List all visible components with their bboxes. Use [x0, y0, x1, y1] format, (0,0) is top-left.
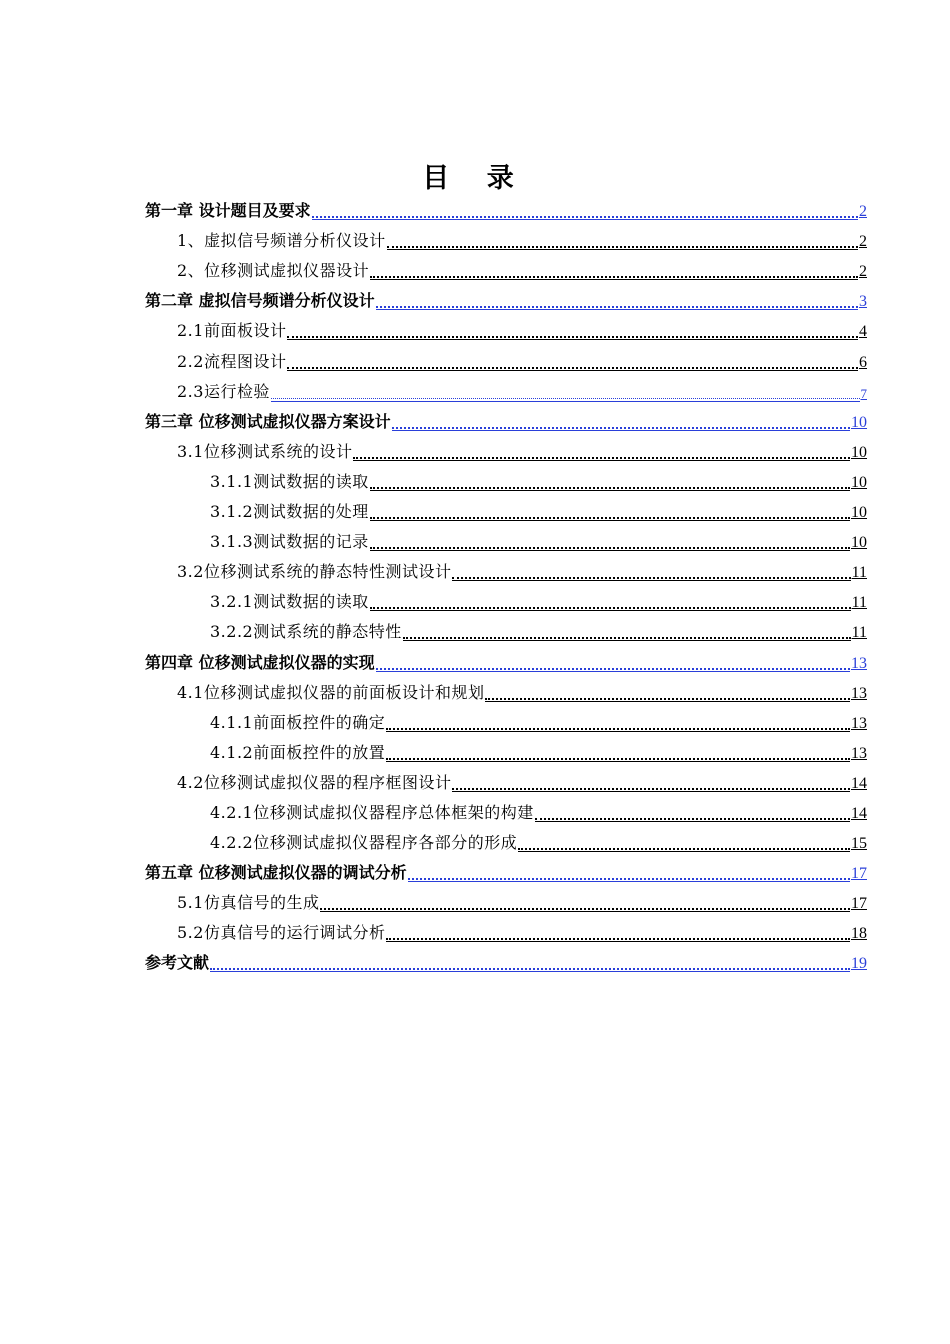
toc-leader	[392, 426, 850, 429]
toc-entry-title: 4.2.1位移测试虚拟仪器程序总体框架的构建	[210, 802, 534, 822]
toc-page-number: 17	[851, 865, 867, 883]
toc-entry-title: 3.2位移测试系统的静态特性测试设计	[177, 562, 452, 582]
toc-leader	[312, 215, 858, 218]
toc-entry-3-1[interactable]	[145, 437, 867, 467]
toc-leader	[408, 877, 850, 880]
toc-leader	[386, 757, 850, 760]
toc-entry-title: 5.2仿真信号的运行调试分析	[177, 923, 386, 943]
toc-page-number: 3	[859, 293, 867, 311]
toc-entry-title: 第三章 位移测试虚拟仪器方案设计	[145, 411, 391, 431]
toc-leader	[518, 847, 850, 850]
toc-leader	[387, 245, 858, 248]
toc-leader	[210, 967, 850, 970]
toc-page-number: 10	[851, 413, 867, 431]
toc-entry-2[interactable]	[145, 256, 867, 286]
toc-leader	[386, 727, 850, 730]
toc-entry-4-1-2[interactable]	[145, 738, 867, 768]
toc-entry-title: 4.1位移测试虚拟仪器的前面板设计和规划	[177, 682, 485, 702]
toc-entry-4-1[interactable]	[145, 678, 867, 708]
toc-page-number: 10	[851, 443, 867, 461]
toc-entry-title: 3.1.2测试数据的处理	[210, 502, 369, 522]
toc-entry-title: 参考文献	[145, 953, 210, 973]
toc-leader	[287, 335, 858, 338]
toc-entry-title: 第五章 位移测试虚拟仪器的调试分析	[145, 863, 407, 883]
toc-entry-title: 1、虚拟信号频谱分析仪设计	[177, 231, 386, 251]
toc-entry-title: 3.1.1测试数据的读取	[210, 471, 369, 491]
toc-entry-3-2-2[interactable]	[145, 617, 867, 647]
toc-leader	[452, 576, 850, 579]
table-of-contents	[145, 196, 867, 978]
toc-entry-3-2-1[interactable]	[145, 587, 867, 617]
toc-page-number: 14	[851, 804, 867, 822]
toc-entry-4-1-1[interactable]	[145, 708, 867, 738]
toc-page-number: 10	[851, 534, 867, 552]
toc-page-number: 13	[851, 654, 867, 672]
toc-entry-4-2[interactable]	[145, 768, 867, 798]
toc-entry-chapter-2[interactable]	[145, 286, 867, 316]
toc-leader	[353, 456, 850, 459]
toc-entry-title: 3.2.1测试数据的读取	[210, 592, 369, 612]
toc-entry-3-1-1[interactable]	[145, 467, 867, 497]
toc-leader	[376, 667, 850, 670]
toc-page-number: 2	[859, 233, 867, 251]
toc-leader	[370, 486, 850, 489]
toc-entry-2-2[interactable]	[145, 346, 867, 376]
toc-page-number: 15	[851, 835, 867, 853]
toc-entry-2-3[interactable]	[145, 377, 867, 407]
page-title: 目 录	[422, 163, 528, 194]
toc-entry-4-2-1[interactable]	[145, 798, 867, 828]
toc-leader	[370, 275, 858, 278]
toc-entry-title: 3.1.3测试数据的记录	[210, 532, 369, 552]
toc-page-number: 2	[859, 203, 867, 221]
toc-leader	[271, 397, 860, 399]
toc-leader	[535, 817, 850, 820]
toc-entry-5-1[interactable]	[145, 888, 867, 918]
toc-entry-title: 4.2位移测试虚拟仪器的程序框图设计	[177, 772, 452, 792]
toc-entry-title: 第一章 设计题目及要求	[145, 201, 311, 221]
toc-page-number: 4	[859, 323, 867, 341]
toc-page-number: 7	[860, 385, 867, 401]
toc-entry-title: 4.2.2位移测试虚拟仪器程序各部分的形成	[210, 833, 518, 853]
toc-page-number: 10	[851, 473, 867, 491]
toc-entry-3-2[interactable]	[145, 557, 867, 587]
toc-leader	[403, 636, 851, 639]
toc-entry-references[interactable]	[145, 948, 867, 978]
toc-leader	[370, 606, 851, 609]
toc-entry-title: 5.1仿真信号的生成	[177, 893, 320, 913]
toc-leader	[386, 937, 850, 940]
toc-entry-3-1-2[interactable]	[145, 497, 867, 527]
toc-leader	[370, 516, 850, 519]
toc-page-number: 14	[851, 774, 867, 792]
toc-page-number: 2	[859, 263, 867, 281]
toc-page-number: 13	[851, 744, 867, 762]
toc-entry-3-1-3[interactable]	[145, 527, 867, 557]
toc-entry-chapter-4[interactable]	[145, 647, 867, 677]
toc-page-number: 17	[851, 895, 867, 913]
toc-entry-chapter-5[interactable]	[145, 858, 867, 888]
toc-entry-2-1[interactable]	[145, 316, 867, 346]
toc-entry-title: 2.1前面板设计	[177, 321, 287, 341]
toc-leader	[376, 305, 858, 308]
toc-leader	[320, 907, 850, 910]
toc-entry-1[interactable]	[145, 226, 867, 256]
toc-page-number: 11	[851, 564, 867, 582]
toc-page-number: 10	[851, 504, 867, 522]
toc-entry-title: 3.1位移测试系统的设计	[177, 441, 353, 461]
toc-entry-title: 4.1.1前面板控件的确定	[210, 712, 386, 732]
toc-entry-title: 2.2流程图设计	[177, 351, 287, 371]
toc-entry-title: 4.1.2前面板控件的放置	[210, 742, 386, 762]
toc-page-number: 13	[851, 684, 867, 702]
toc-page-number: 11	[851, 594, 867, 612]
toc-page-number: 13	[851, 714, 867, 732]
toc-entry-title: 2、位移测试虚拟仪器设计	[177, 261, 370, 281]
toc-page-number: 18	[851, 925, 867, 943]
toc-page-number: 11	[851, 624, 867, 642]
toc-leader	[287, 366, 858, 369]
toc-entry-5-2[interactable]	[145, 918, 867, 948]
toc-leader	[485, 697, 850, 700]
toc-entry-title: 第二章 虚拟信号频谱分析仪设计	[145, 291, 375, 311]
toc-entry-chapter-3[interactable]	[145, 407, 867, 437]
toc-entry-title: 3.2.2测试系统的静态特性	[210, 622, 402, 642]
toc-entry-title: 第四章 位移测试虚拟仪器的实现	[145, 652, 375, 672]
toc-leader	[452, 787, 850, 790]
toc-entry-4-2-2[interactable]	[145, 828, 867, 858]
toc-page-number: 6	[859, 353, 867, 371]
toc-entry-chapter-1[interactable]	[145, 196, 867, 226]
toc-page-number: 19	[851, 955, 867, 973]
toc-entry-title: 2.3运行检验	[177, 381, 270, 401]
toc-leader	[370, 546, 850, 549]
